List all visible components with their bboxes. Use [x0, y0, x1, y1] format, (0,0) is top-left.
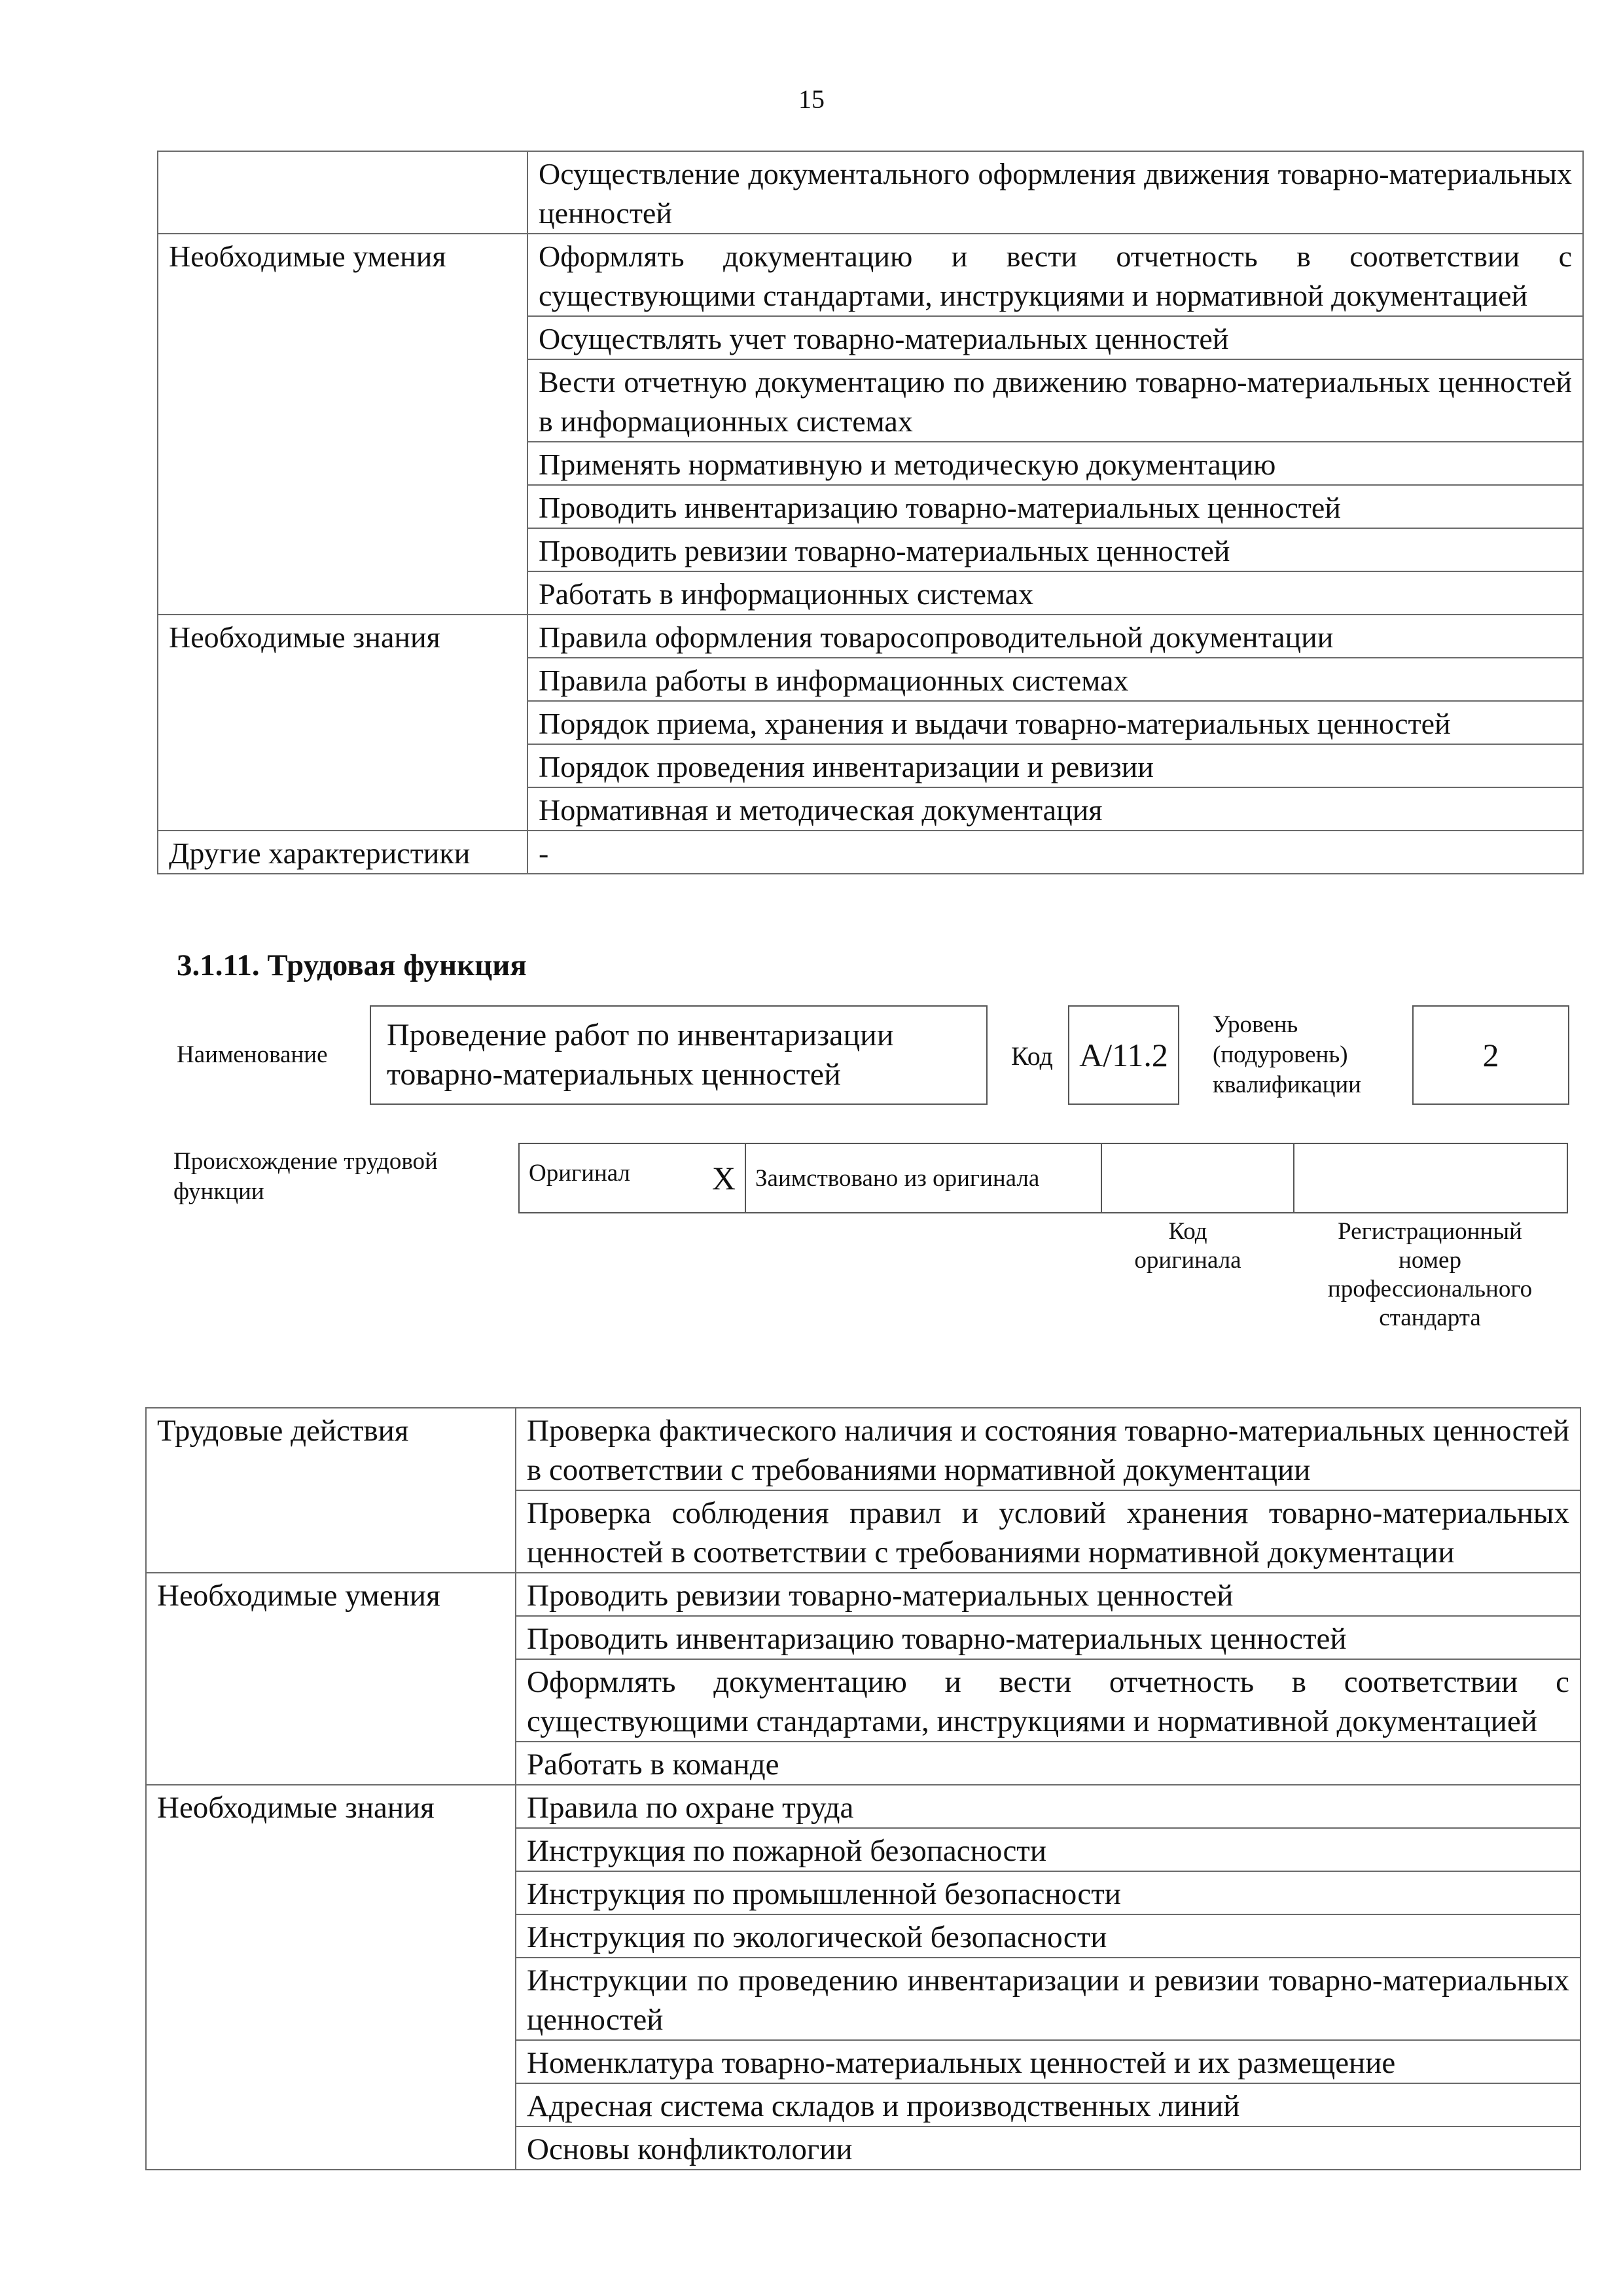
row-value: Правила работы в информационных системах — [527, 658, 1583, 701]
borrowed-label: Заимствовано из оригинала — [755, 1164, 1040, 1192]
row-value: Проводить инвентаризацию товарно-материальных ценностей — [516, 1616, 1580, 1659]
caption-line: номер — [1399, 1247, 1461, 1274]
origin-label-line: функции — [173, 1178, 264, 1205]
function-name-box — [370, 1005, 988, 1105]
page-number: 15 — [798, 84, 825, 114]
row-label: Необходимые знания — [158, 615, 527, 831]
row-label: Трудовые действия — [146, 1408, 516, 1573]
table-row — [158, 151, 1583, 234]
table-row — [146, 1408, 1580, 1490]
row-value: Проводить инвентаризацию товарно-материальных ценностей — [527, 485, 1583, 528]
origin-label — [173, 1147, 438, 1207]
row-value: Адресная система складов и производственных линий — [516, 2083, 1580, 2126]
caption-line: профессионального — [1327, 1276, 1533, 1302]
row-value: Порядок проведения инвентаризации и ревизии — [527, 744, 1583, 787]
level-label-line: квалификации — [1213, 1071, 1361, 1098]
row-value: Осуществлять учет товарно-материальных ценностей — [527, 316, 1583, 359]
row-value: Оформлять документацию и вести отчетность в соответствии с существующими стандартами, инструкциями и нормативной документацией — [527, 234, 1583, 316]
table-row — [158, 831, 1583, 874]
regnum-cell — [1294, 1143, 1567, 1213]
caption-line: оригинала — [1134, 1247, 1241, 1274]
table-row — [158, 234, 1583, 316]
level-label — [1213, 1010, 1361, 1100]
row-value: Правила оформления товаросопроводительной документации — [527, 615, 1583, 658]
row-value: Порядок приема, хранения и выдачи товарно-материальных ценностей — [527, 701, 1583, 744]
table-row — [158, 615, 1583, 658]
original-label: Оригинал — [529, 1160, 631, 1187]
code-label: Код — [1011, 1041, 1053, 1071]
caption-line: Код — [1168, 1218, 1207, 1245]
table-row — [146, 1573, 1580, 1616]
row-value: Применять нормативную и методическую документацию — [527, 442, 1583, 485]
name-label: Наименование — [177, 1041, 328, 1068]
row-value: Правила по охране труда — [516, 1785, 1580, 1828]
row-value: Проводить ревизии товарно-материальных ценностей — [527, 528, 1583, 571]
row-value: Работать в информационных системах — [527, 571, 1583, 615]
row-label: Необходимые знания — [146, 1785, 516, 2170]
function-name-value: Проведение работ по инвентаризации товарно-материальных ценностей — [387, 1018, 894, 1092]
row-label — [158, 151, 527, 234]
borrowed-cell — [745, 1143, 1101, 1213]
row-value: Номенклатура товарно-материальных ценностей и их размещение — [516, 2040, 1580, 2083]
row-label: Другие характеристики — [158, 831, 527, 874]
row-value: Инструкции по проведению инвентаризации и ревизии товарно-материальных ценностей — [516, 1958, 1580, 2040]
section-title: 3.1.11. Трудовая функция — [177, 948, 527, 982]
origin-table — [518, 1143, 1568, 1213]
row-value: Оформлять документацию и вести отчетность в соответствии с существующими стандартами, инструкциями и нормативной документацией — [516, 1659, 1580, 1742]
skills-table-continued — [157, 151, 1584, 874]
original-mark: X — [711, 1160, 736, 1196]
code-value: A/11.2 — [1079, 1037, 1168, 1073]
level-label-line: (подуровень) — [1213, 1041, 1348, 1068]
table-row — [146, 1785, 1580, 1828]
function-details-table — [145, 1407, 1581, 2170]
row-value: Проверка соблюдения правил и условий хранения товарно-материальных ценностей в соответствии с требованиями нормативной документации — [516, 1490, 1580, 1573]
row-value: Проводить ревизии товарно-материальных ценностей — [516, 1573, 1580, 1616]
row-label: Необходимые умения — [146, 1573, 516, 1785]
row-value: Нормативная и методическая документация — [527, 787, 1583, 831]
row-value: Инструкция по экологической безопасности — [516, 1914, 1580, 1958]
caption-line: стандарта — [1379, 1304, 1481, 1331]
original-cell — [519, 1143, 745, 1213]
row-value: Инструкция по пожарной безопасности — [516, 1828, 1580, 1871]
row-value: Вести отчетную документацию по движению товарно-материальных ценностей в информационных системах — [527, 359, 1583, 442]
origin-label-line: Происхождение трудовой — [173, 1148, 438, 1175]
row-value: Осуществление документального оформления движения товарно-материальных ценностей — [527, 151, 1583, 234]
row-value: - — [527, 831, 1583, 874]
level-value-box — [1412, 1005, 1569, 1105]
caption-line: Регистрационный — [1338, 1218, 1522, 1245]
regnum-caption — [1289, 1217, 1571, 1333]
row-value: Проверка фактического наличия и состояния товарно-материальных ценностей в соответствии с требованиями нормативной документации — [516, 1408, 1580, 1490]
code-value-box — [1068, 1005, 1179, 1105]
level-value: 2 — [1482, 1037, 1499, 1073]
row-value: Работать в команде — [516, 1742, 1580, 1785]
code-original-cell — [1101, 1143, 1294, 1213]
row-label: Необходимые умения — [158, 234, 527, 615]
row-value: Основы конфликтологии — [516, 2126, 1580, 2170]
row-value: Инструкция по промышленной безопасности — [516, 1871, 1580, 1914]
level-label-line: Уровень — [1213, 1011, 1298, 1038]
code-original-caption — [1099, 1217, 1276, 1275]
